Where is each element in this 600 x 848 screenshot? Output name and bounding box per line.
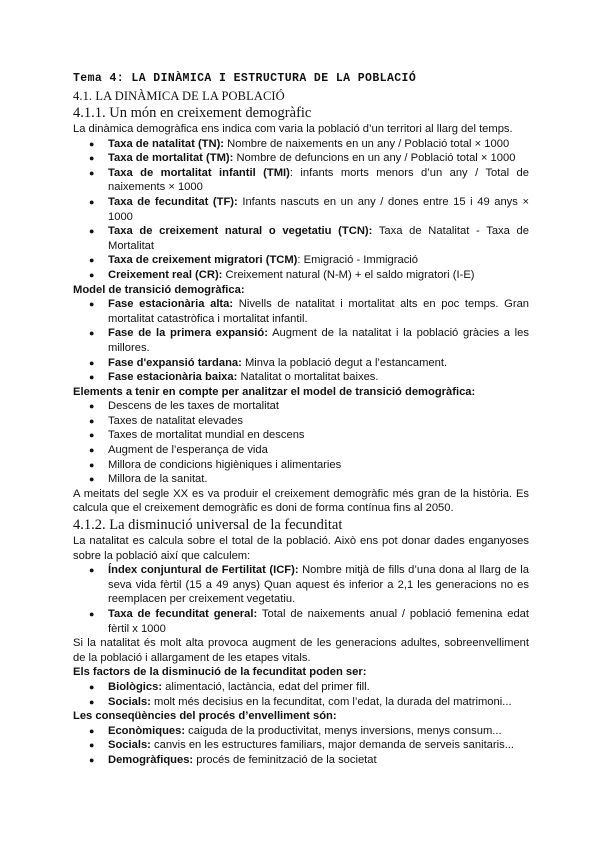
list-item: ● Millora de la sanitat. bbox=[73, 472, 529, 487]
list-item: ● Taxes de natalitat elevades bbox=[73, 414, 529, 429]
list-item: ● Taxa de fecunditat general: Total de naixements anual / població femenina edat fèrtil x 1000 bbox=[73, 607, 529, 636]
elements-list bbox=[73, 399, 529, 487]
list-item: ● Descens de les taxes de mortalitat bbox=[73, 399, 529, 414]
list-item: ● Fase estacionària alta: Nivells de natalitat i mortalitat alts en poc temps. Gran mortalitat catastròfica i mortalitat infantil. bbox=[73, 297, 529, 326]
document-title: Tema 4: LA DINÀMICA I ESTRUCTURA DE LA POBLACIÓ bbox=[73, 72, 417, 85]
list-item: ● Fase d'expansió tardana: Minva la població degut a l’estancament. bbox=[73, 356, 529, 371]
list-item: ● Taxa de fecunditat (TF): Infants nascuts en un any / dones entre 15 i 49 anys × 1000 bbox=[73, 195, 529, 224]
list-item: ● Augment de l’esperança de vida bbox=[73, 443, 529, 458]
subsection-heading-1: 4.1.1. Un món en creixement demogràfic bbox=[73, 105, 312, 121]
factors-list bbox=[73, 680, 529, 709]
list-item: ● Demogràfiques: procés de feminització de la societat bbox=[73, 753, 529, 768]
model-heading: Model de transició demogràfica: bbox=[73, 283, 245, 296]
list-item: ● Socials: molt més decisius en la fecunditat, com l’edat, la durada del matrimoni... bbox=[73, 695, 529, 710]
list-item: ● Taxa de creixement natural o vegetatiu (TCN): Taxa de Natalitat - Taxa de Mortalitat bbox=[73, 224, 529, 253]
list-item: ● Millora de condicions higièniques i alimentaries bbox=[73, 458, 529, 473]
elements-heading: Elements a tenir en compte per analitzar el model de transició demogràfica: bbox=[73, 385, 476, 398]
paragraph-natality: Si la natalitat és molt alta provoca augment de les generacions adultes, sobreenvelliment de la població i allargament de les etapes vitals. bbox=[73, 637, 529, 664]
indices-list bbox=[73, 563, 529, 636]
list-item: ● Socials: canvis en les estructures familiars, major demanda de serveis sanitaris... bbox=[73, 738, 529, 753]
list-item: ● Taxa de natalitat (TN): Nombre de naixements en un any / Població total × 1000 bbox=[73, 137, 529, 152]
list-item: ● Fase estacionària baixa: Natalitat o mortalitat baixes. bbox=[73, 370, 529, 385]
list-item: ● Taxa de creixement migratori (TCM): Emigració - Immigració bbox=[73, 253, 529, 268]
subsection-heading-2: 4.1.2. La disminució universal de la fecunditat bbox=[73, 517, 343, 534]
consequences-heading: Les conseqüències del procés d’envelliment són: bbox=[73, 710, 337, 723]
list-item: ● Econòmiques: caiguda de la productivitat, menys inversions, menys consum... bbox=[73, 724, 529, 739]
consequences-list bbox=[73, 724, 529, 768]
list-item: ● Taxa de mortalitat (TM): Nombre de defuncions en un any / Població total × 1000 bbox=[73, 151, 529, 166]
paragraph-closing: A meitats del segle XX es va produir el creixement demogràfic més gran de la història. Es calcula que el creixement demogràfic es doni de forma contínua fins al 2050. bbox=[73, 487, 529, 515]
document-content bbox=[73, 71, 529, 768]
list-item: ● Índex conjuntural de Fertilitat (ICF): Nombre mitjà de fills d’una dona al llarg de la seva vida fèrtil (15 a 49 anys) Quan aquest és inferior a 2,1 les generacions no es reemplacen per creixement vegetatiu. bbox=[73, 563, 529, 607]
list-item: ● Biològics: alimentació, lactància, edat del primer fill. bbox=[73, 680, 529, 695]
list-item: ● Taxa de mortalitat infantil (TMI): infants morts menors d’un any / Total de naixements × 1000 bbox=[73, 166, 529, 195]
model-list bbox=[73, 297, 529, 385]
list-item: ● Fase de la primera expansió: Augment de la natalitat i la població gràcies a les millores. bbox=[73, 326, 529, 355]
paragraph-fecundity-intro: La natalitat es calcula sobre el total de la població. Això ens pot donar dades enganyoses sobre la població així que calculem: bbox=[73, 535, 529, 562]
list-item: ● Taxes de mortalitat mundial en descens bbox=[73, 428, 529, 443]
list-item: ● Creixement real (CR): Creixement natural (N-M) + el saldo migratori (I-E) bbox=[73, 268, 529, 283]
paragraph-intro: La dinàmica demogràfica ens indica com varia la població d’un territori al llarg del temps. bbox=[73, 123, 513, 135]
section-heading: 4.1. LA DINÀMICA DE LA POBLACIÓ bbox=[73, 89, 285, 103]
terms-list bbox=[73, 137, 529, 283]
factors-heading: Els factors de la disminució de la fecunditat poden ser: bbox=[73, 666, 367, 679]
